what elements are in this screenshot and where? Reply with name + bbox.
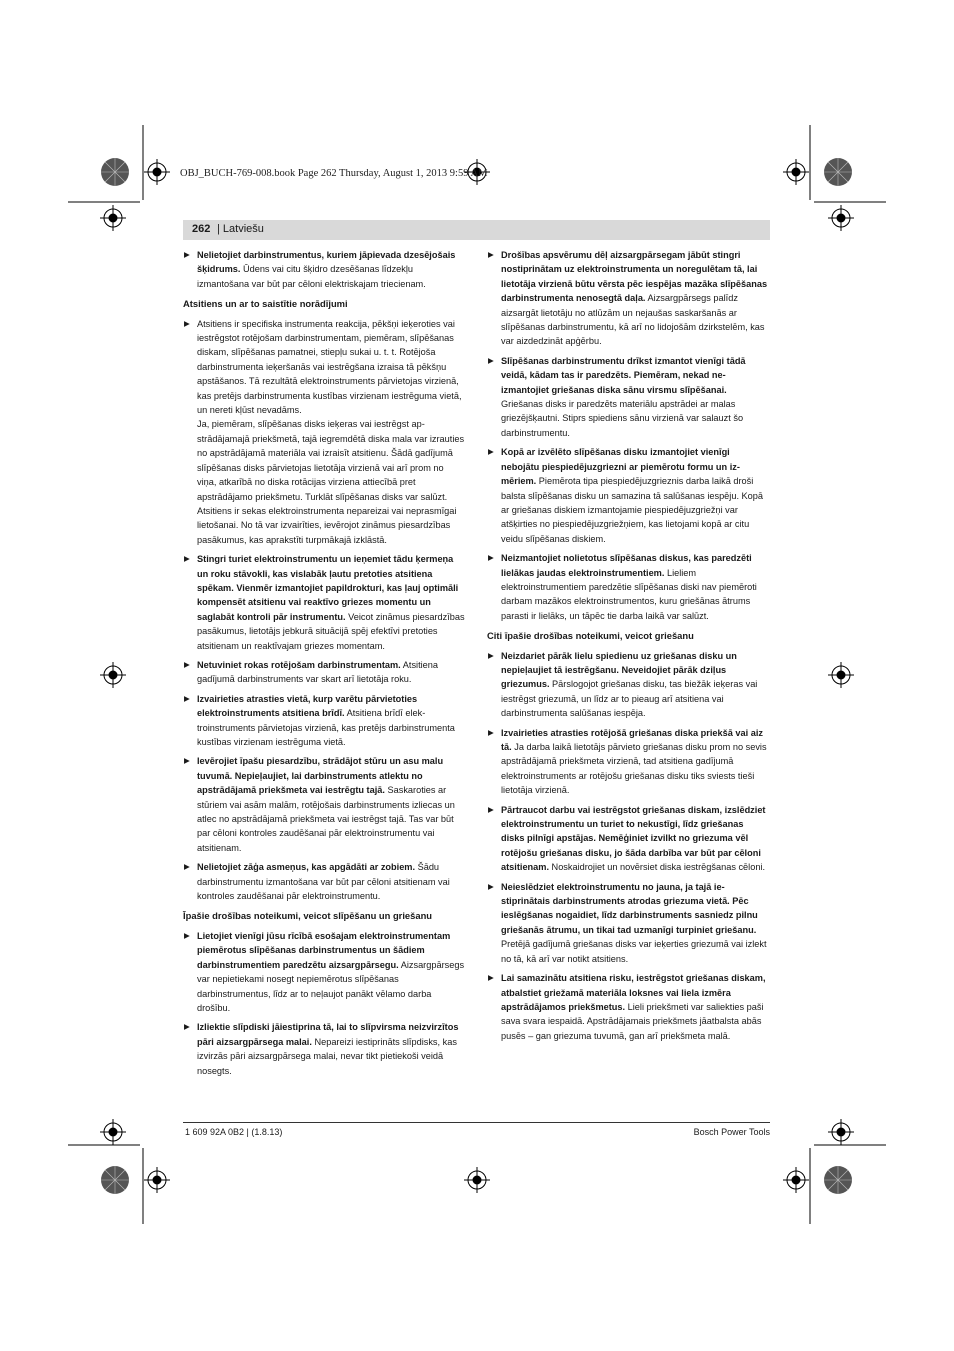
safety-item: ▶ Izliektie slīpdiski jāiestiprina tā, lai to slīpvirsma neizvirzītos pāri aizsargpārsega malai. Nepareizi iestiprināts slīpdisks, kas izvirzās pāri aizsargpārsega malai, nevar tikt pietiekoši veidā nosegts. xyxy=(183,1020,465,1078)
left-column xyxy=(183,248,465,1083)
section-heading: Citi īpašie drošības noteikumi, veicot griešanu xyxy=(487,630,694,642)
safety-item: ▶ Slīpēšanas darbinstrumentu drīkst izmantot vienīgi tādā veidā, kādam tas ir paredzēts. Piemēram, nekad neizmantojiet griešanas diska sānu virsmu slīpēšanai. Griešanas disks ir paredzēts materiālu apstrādei ar malas griezējšķautni. Stiprs spiediens sānu virzienā var salauzt šo darbinstrumentu. xyxy=(487,354,769,440)
safety-item: ▶ Lietojiet vienīgi jūsu rīcībā esošajam elektroinstrumentam piemērotus slīpēšanas darbinstrumentus un šādiem darbinstrumentiem paredzētu aizsargpārsegu. Aizsargpārsegs var nepietiekami nosegt nepiemērotus slīpēšanas darbinstrumentus, līdz ar to neļaujot panākt vēlamo darba drošību. xyxy=(183,929,465,1015)
right-column xyxy=(487,248,769,1048)
safety-item: ▶ Nelietojiet zāģa asmeņus, kas apgādāti ar zobiem. Šādu darbinstrumentu izmantošana var būt par cēloni atsitienam vai kontroles zaudēšanai pār elektroinstrumentu. xyxy=(183,860,465,903)
safety-item: ▶ Kopā ar izvēlēto slīpēšanas disku izmantojiet vienīgi nebojātu piespiedējuzgriezni ar piemērotu formu un izmēriem. Piemērota tipa piespiedējuzgrieznis darba laikā droši balsta slīpēšanas disku un samazina tā salūšanas iespēju. Kopā ar griešanas diskiem izmantojamie piespiedējuzgriežņi var atšķirties no piespiedējuzgriežņiem, kas lietojami kopā ar citu veidu slīpēšanas diskiem. xyxy=(487,445,769,546)
safety-item: ▶ Izvairieties atrasties vietā, kurp varētu pārvietoties elektroinstruments atsitiena brīdī. Atsitiena brīdī elektroinstruments pārvietojas virzienā, kas pretējs darbinstrumenta kustības virzienam iestrēguma vietā. xyxy=(183,692,465,750)
safety-item: ▶ Drošības apsvērumu dēļ aizsargpārsegam jābūt stingri nostiprinātam uz elektroinstrumenta un noregulētam tā, lai lietotāja virzienā būtu vērsta pēc iespējas mazāka slīpēšanas darbinstrumenta nenosegtā daļa. Aizsargpārsegs palīdz aizsargāt lietotāju no atlūzām un nejaušas saskaršanās ar slīpēšanas darbinstrumentu, kā arī no lidojošām dzirkstelēm, kas var aizdedzināt apģērbu. xyxy=(487,248,769,349)
safety-item: ▶ Ievērojiet īpašu piesardzību, strādājot stūru un asu malu tuvumā. Nepieļaujiet, lai darbinstruments atlektu no apstrādājamā priekšmeta vai iestrēgtu tajā. Saskaroties ar stūriem vai asām malām, rotējošais darbinstruments izliecas un atlec no apstrādājamā priekšmeta vai iestrēgst tajā. Tas var būt par cēloni kontroles zaudēšanai pār elektroinstrumentu vai atsitienam. xyxy=(183,754,465,855)
safety-item: ▶ Nelietojiet darbinstrumentus, kuriem jāpievada dzesējošais šķidrums. Ūdens vai citu šķidro dzesēšanas līdzekļu izmantošana var būt par cēloni elektriskajam triecienam. xyxy=(183,248,465,291)
page-number: 262 xyxy=(192,223,211,235)
safety-item: ▶ Neizdariet pārāk lielu spiedienu uz griešanas disku un nepieļaujiet tā iestrēgšanu. Neveidojiet pārāk dziļus griezumus. Pārslogojot griešanas disku, tas biežāk ieķeras vai iestrēgst griezumā, un līdz ar to pieaug arī atsitiena vai darbinstrumenta salūšanas iespēja. xyxy=(487,649,769,721)
safety-item: ▶ Neieslēdziet elektroinstrumentu no jauna, ja tajā iestiprinātais darbinstruments atrodas griezuma vietā. Pēc ieslēgšanas nogaidiet, līdz darbinstruments sasniedz pilnu griešanās ātrumu, un tikai tad uzmanīgi turpiniet griešanu. Pretējā gadījumā griešanas disks var ieķerties griezumā vai izlekt no tā, kā arī var notikt atsitiens. xyxy=(487,880,769,966)
footer-document-code: 1 609 92A 0B2 | (1.8.13) xyxy=(185,1127,283,1137)
printer-slug-line: OBJ_BUCH-769-008.book Page 262 Thursday, August 1, 2013 9:59 AM xyxy=(180,168,488,179)
safety-item: ▶ Netuviniet rokas rotējošam darbinstrumentam. Atsitiena gadījumā darbinstruments var skart arī lietotāja roku. xyxy=(183,658,465,687)
safety-item: ▶ Stingri turiet elektroinstrumentu un ieņemiet tādu ķermeņa un roku stāvokli, kas vislabāk ļautu pretoties atsitiena spēkam. Vienmēr izmantojiet papildrokturi, kas ļauj optimāli kompensēt atsitienu vai reaktīvo griezes momentu un saglabāt kontroli pār instrumentu. Veicot zināmus piesardzības pasākumus, lietotājs jebkurā situācijā spēj efektīvi pretoties atsitienam un reaktīvajam griezes momentam. xyxy=(183,552,465,653)
safety-item: ▶ Atsitiens ir specifiska instrumenta reakcija, pēkšņi ieķeroties vai iestrēgstot rotējošam darbinstrumentam, piemēram, slīpēšanas diskam, slīpēšanas pamatnei, stiepļu sukai u. t. t. Rotējoša darbinstrumenta ieķeršanās vai iestrēgšana izraisa tā pēkšņu apstāšanos. Tā rezultātā elektroinstruments pārvietojas virzienā, kas pretējs darbinstrumenta kustības virzienam iestrēguma vietā, un nereti kļūst nevadāms. Ja, piemēram, slīpēšanas disks ieķeras vai iestrēgst apstrādājamajā priekšmetā, tajā iegremdētā diska mala var izrauties no apstrādājamā materiāla vai izraisīt atsitienu. Šādā gadījumā slīpēšanas disks pārvietojas lietotāja virzienā vai arī prom no viņa, atkarībā no diska rotācijas virziena attiecībā pret apstrādājamo priekšmetu. Turklāt slīpēšanas disks var salūzt. Atsitiens ir sekas elektroinstrumenta nepareizai vai neprasmīgai lietošanai. No tā var izvairīties, ievērojot zināmus piesardzības pasākumus, kas aprakstīti turpmākajā izklāstā. xyxy=(183,317,465,548)
safety-item: ▶ Pārtraucot darbu vai iestrēgstot griešanas diskam, izslēdziet elektroinstrumentu un turiet to nekustīgi, līdz griešanas disks pilnīgi apstājas. Nemēģiniet izvilkt no griezuma vēl rotējošu griešanas disku, jo šāda darbība var būt par cēloni atsitienam. Noskaidrojiet un novērsiet diska iestrēgšanas cēloni. xyxy=(487,803,769,875)
page-header-bar xyxy=(183,220,770,240)
safety-item: ▶ Lai samazinātu atsitiena risku, iestrēgstot griešanas diskam, atbalstiet griežamā materiāla loksnes vai liela izmēra apstrādājamos priekšmetus. Lieli priekšmeti var saliekties paši sava svara iespaidā. Apstrādājamais priekšmets jāatbalsta abās pusēs – gan griezuma tuvumā, gan arī priekšmeta malā. xyxy=(487,971,769,1043)
section-heading: Īpašie drošības noteikumi, veicot slīpēšanu un griešanu xyxy=(183,910,433,922)
section-heading: Atsitiens un ar to saistītie norādījumi xyxy=(183,298,348,310)
footer-brand: Bosch Power Tools xyxy=(693,1127,770,1137)
safety-item: ▶ Neizmantojiet nolietotus slīpēšanas diskus, kas paredzēti lielākas jaudas elektroinstrumentiem. Lieliem elektroinstrumentiem paredzētie slīpēšanas diski nav piemēroti darbam mazākos elektroinstrumentos, kuru griešānas ātrums parasti ir lielāks, un tāpēc tie darba laikā var salūzt. xyxy=(487,551,769,623)
page-language: | Latviešu xyxy=(217,223,264,235)
footer-rule xyxy=(183,1122,770,1123)
safety-item: ▶ Izvairieties atrasties rotējošā griešanas diska priekšā vai aiz tā. Ja darba laikā lietotājs pārvieto griešanas disku prom no sevis apstrādājamā priekšmeta virzienā, tad atsitiena gadījumā elektroinstruments ar rotējošu griešanas disku tiks sviests tieši lietotāja virzienā. xyxy=(487,726,769,798)
